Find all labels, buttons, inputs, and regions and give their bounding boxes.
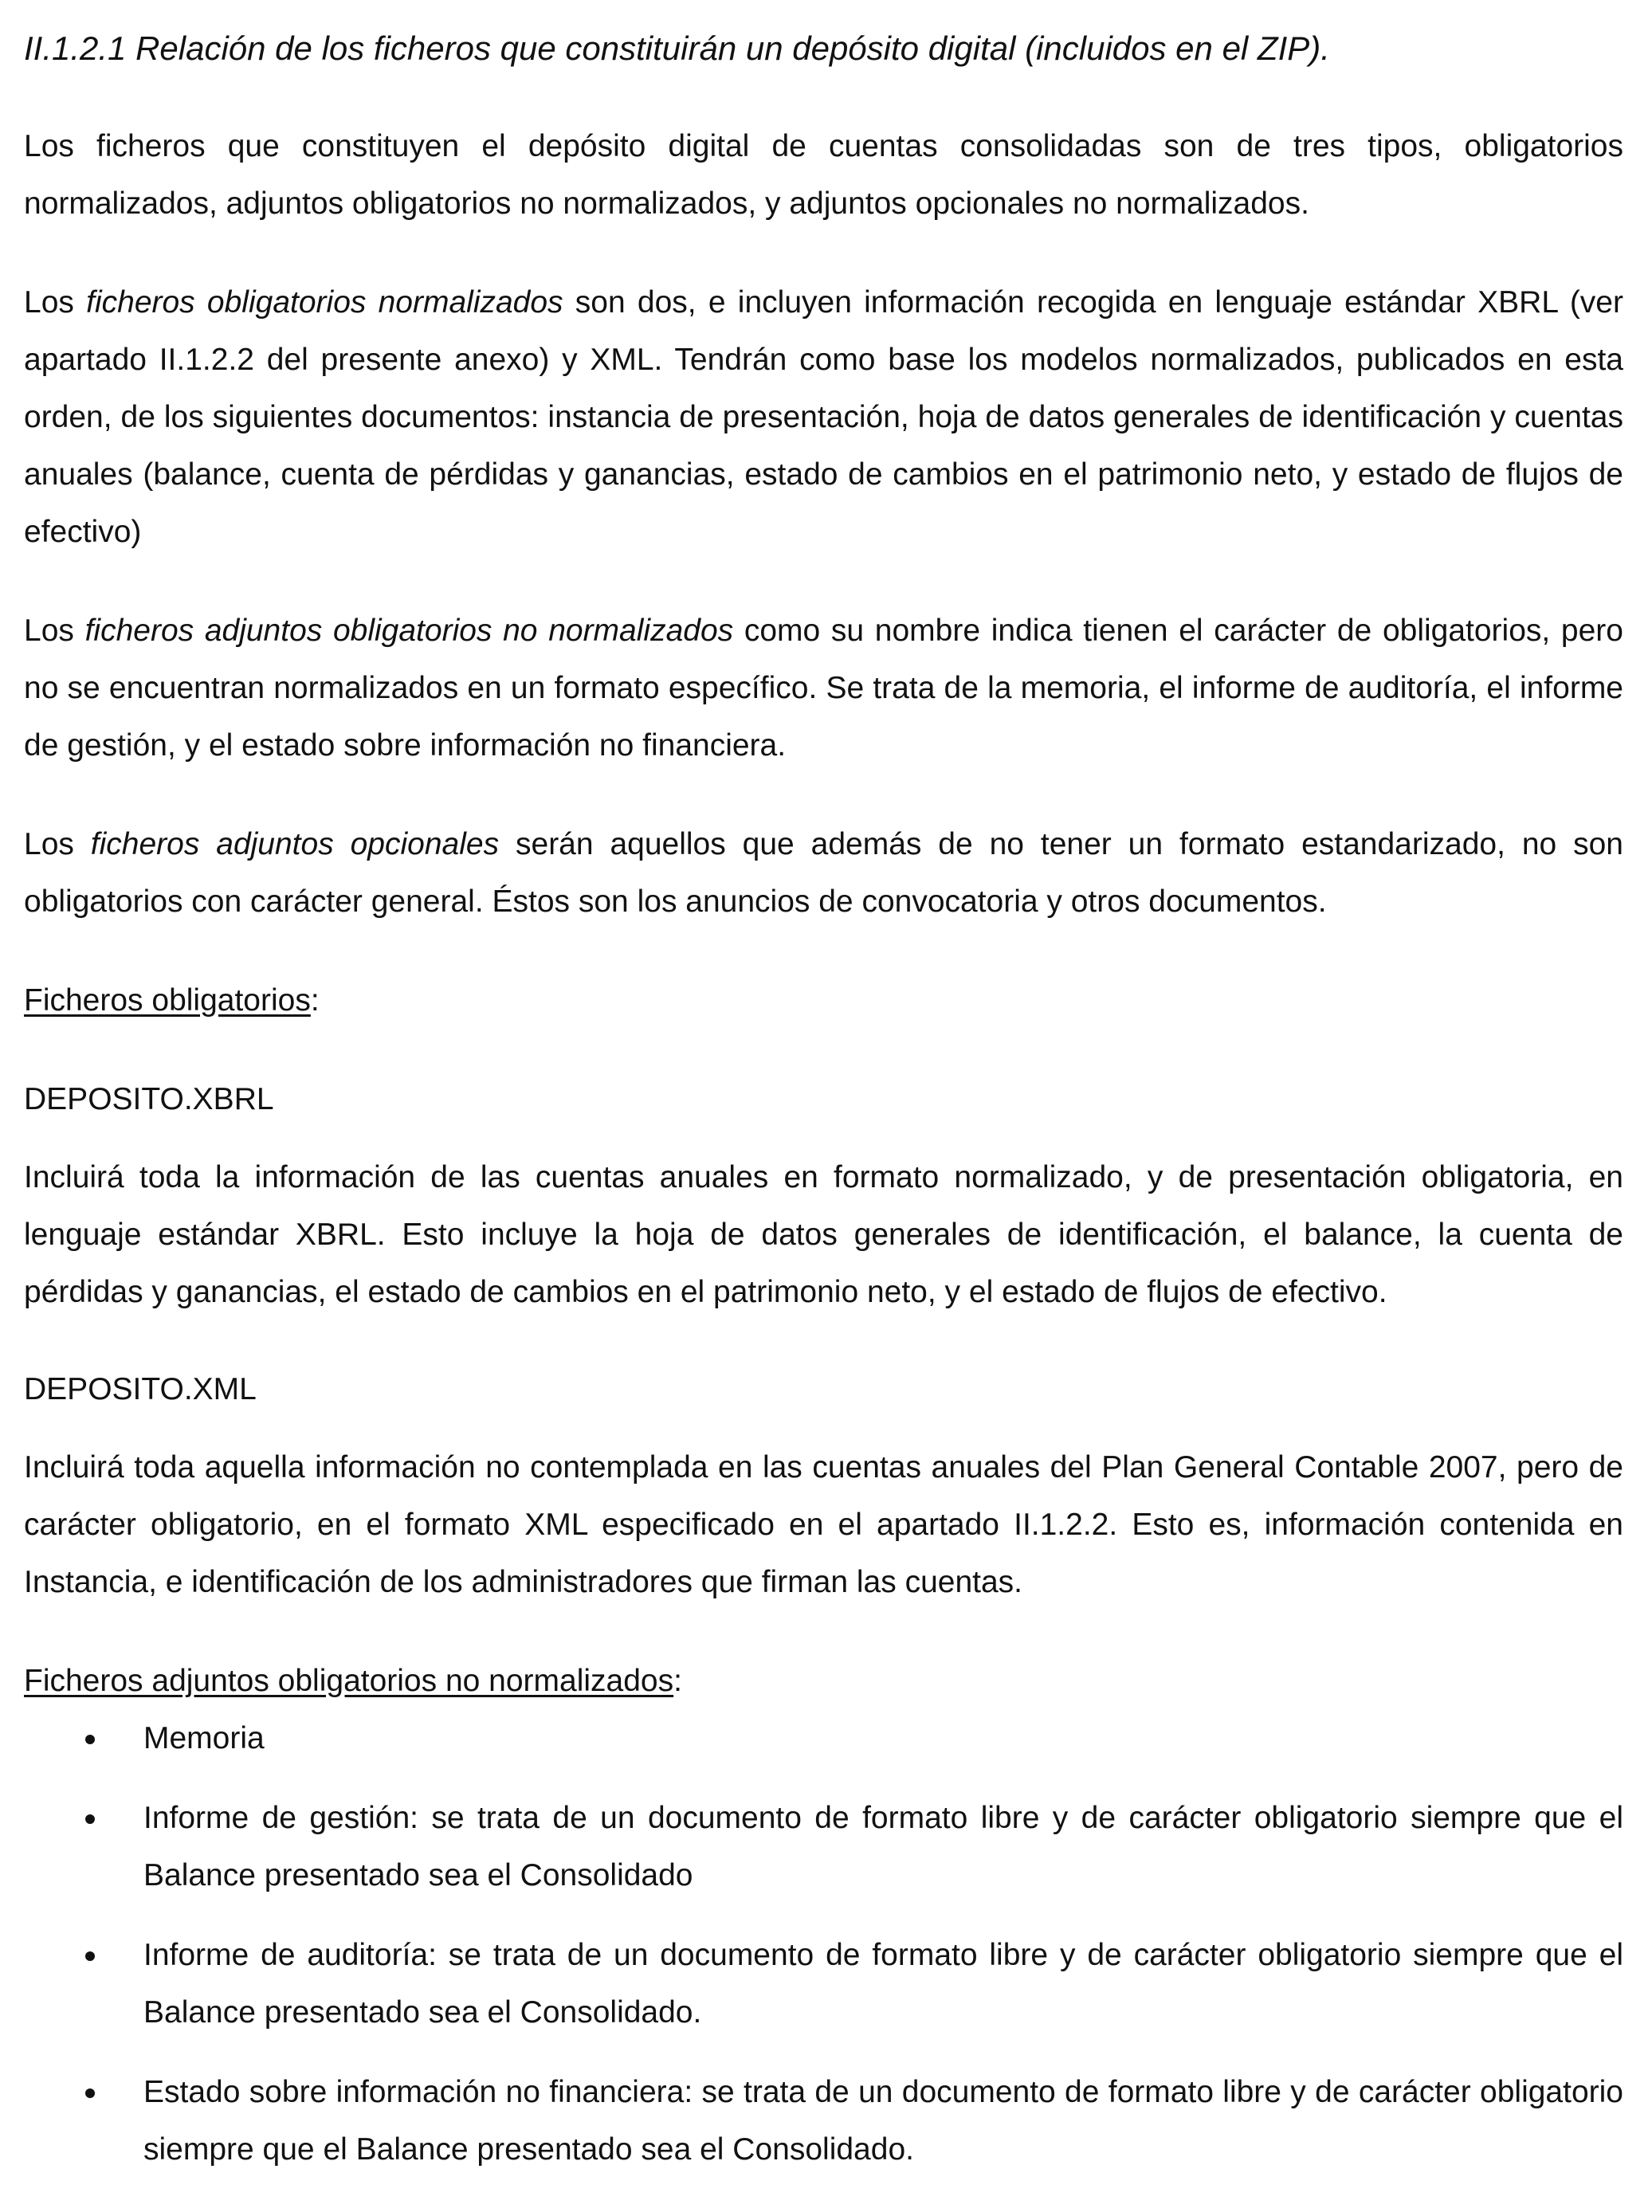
- attached-files-subheading: [24, 1653, 1623, 1710]
- attached-optional-lead: Los: [24, 827, 91, 861]
- attached-optional-paragraph: [24, 816, 1623, 931]
- normalized-lead: Los: [24, 285, 87, 320]
- normalized-rest: son dos, e incluyen información recogida en lenguaje estándar XBRL (ver apartado II.1.2.2 del presente anexo) y XML. Tendrán como base los modelos normalizados, publicados en esta orden, de los siguientes documentos: instancia de presentación, hoja de datos generales de identificación y cuentas anuales (balance, cuenta de pérdidas y ganancias, estado de cambios en el patrimonio neto, y estado de flujos de efectivo): [24, 285, 1623, 549]
- xml-file-description: Incluirá toda aquella información no contemplada en las cuentas anuales del Plan General Contable 2007, pero de carácter obligatorio, en el formato XML especificado en el apartado II.1.2.2. Esto es, información contenida en Instancia, e identificación de los administradores que firman las cuentas.: [24, 1450, 1623, 1599]
- bullet-icon: [85, 1951, 95, 1961]
- list-item: [24, 1927, 1623, 2041]
- list-item-text: Memoria: [143, 1721, 265, 1755]
- section-heading: II.1.2.1 Relación de los ficheros que constituirán un depósito digital (incluidos en el ZIP).: [24, 29, 1330, 67]
- list-item: [24, 1710, 1623, 1767]
- attached-optional-term: ficheros adjuntos opcionales: [90, 827, 500, 861]
- attached-optional-rest: serán aquellos que además de no tener un formato estandarizado, no son obligatorios con carácter general. Éstos son los anuncios de convocatoria y otros documentos.: [24, 827, 1623, 919]
- attached-files-list: [24, 1710, 1623, 2179]
- intro-paragraph: Los ficheros que constituyen el depósito digital de cuentas consolidadas son de tres tipos, obligatorios normalizados, adjuntos obligatorios no normalizados, y adjuntos opcionales no normalizados.: [24, 129, 1623, 221]
- mandatory-files-label: Ficheros obligatorios: [24, 983, 311, 1018]
- list-item-text: Informe de gestión: se trata de un documento de formato libre y de carácter obligatorio siempre que el Balance presentado sea el Consolidado: [143, 1801, 1623, 1892]
- normalized-term: ficheros obligatorios normalizados: [86, 285, 563, 320]
- attached-mandatory-term: ficheros adjuntos obligatorios no normalizados: [84, 614, 734, 648]
- bullet-icon: [85, 1735, 95, 1744]
- list-item-text: Estado sobre información no financiera: se trata de un documento de formato libre y de carácter obligatorio siempre que el Balance presentado sea el Consolidado.: [143, 2075, 1623, 2167]
- list-item: [24, 2064, 1623, 2179]
- attached-mandatory-paragraph: [24, 602, 1623, 775]
- attached-files-colon: :: [673, 1664, 682, 1698]
- bullet-icon: [85, 2088, 95, 2098]
- attached-files-label: Ficheros adjuntos obligatorios no normalizados: [24, 1664, 674, 1698]
- bullet-icon: [85, 1814, 95, 1824]
- document-page: [24, 21, 1623, 2179]
- attached-mandatory-rest: como su nombre indica tienen el carácter de obligatorios, pero no se encuentran normalizados en un formato específico. Se trata de la memoria, el informe de auditoría, el informe de gestión, y el estado sobre información no financiera.: [24, 614, 1623, 763]
- normalized-files-paragraph: [24, 274, 1623, 561]
- mandatory-files-subheading: [24, 972, 1623, 1030]
- mandatory-files-colon: :: [310, 983, 320, 1018]
- xbrl-file-name: DEPOSITO.XBRL: [24, 1082, 274, 1116]
- xml-file-name: DEPOSITO.XML: [24, 1372, 257, 1406]
- attached-mandatory-lead: Los: [24, 614, 85, 648]
- list-item: [24, 1790, 1623, 1904]
- list-item-text: Informe de auditoría: se trata de un documento de formato libre y de carácter obligatorio siempre que el Balance presentado sea el Consolidado.: [143, 1938, 1623, 2030]
- xbrl-file-description: Incluirá toda la información de las cuentas anuales en formato normalizado, y de presentación obligatoria, en lenguaje estándar XBRL. Esto incluye la hoja de datos generales de identificación, el balance, la cuenta de pérdidas y ganancias, el estado de cambios en el patrimonio neto, y el estado de flujos de efectivo.: [24, 1160, 1623, 1309]
